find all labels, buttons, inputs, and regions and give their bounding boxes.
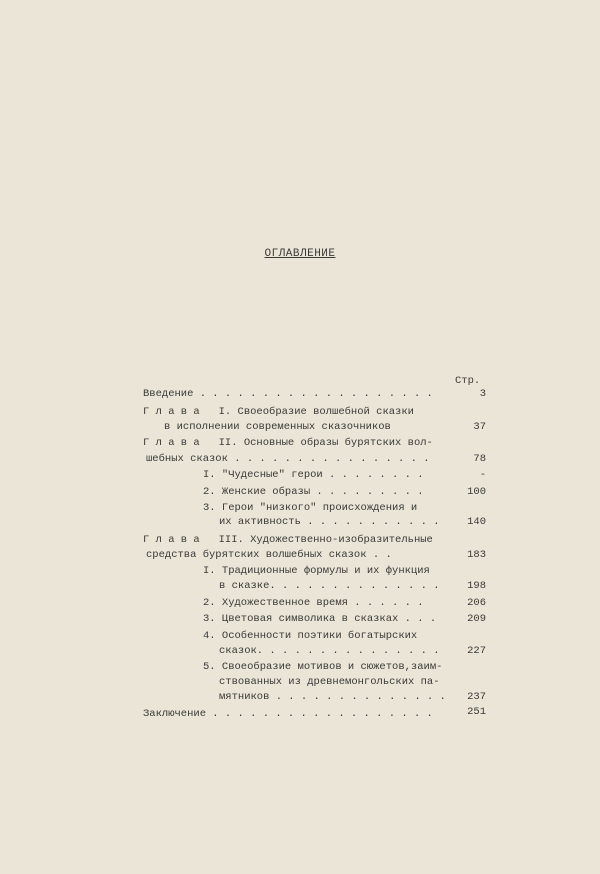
toc-entry-text: Г л а в а II. Основные образы бурятских вол- — [143, 437, 433, 449]
toc-entry-page: 78 — [473, 453, 486, 465]
toc-entry-text: шебных сказок . . . . . . . . . . . . . . . . — [146, 453, 430, 465]
toc-entry-text: ствованных из древнемонгольских па- — [219, 676, 440, 688]
toc-entry-text: 5. Своеобразие мотивов и сюжетов,заим- — [203, 661, 443, 673]
toc-entry-text: сказок. . . . . . . . . . . . . . . — [219, 645, 440, 657]
toc-entry-text: 2. Женские образы . . . . . . . . . — [203, 486, 424, 498]
toc-entry-text: 4. Особенности поэтики богатырских — [203, 630, 418, 642]
toc-entry-page: 3 — [479, 388, 486, 400]
toc-entry-page: - — [479, 469, 486, 481]
toc-entry-page: 100 — [467, 486, 486, 498]
toc-entry-text: 3. Герои "низкого" происхождения и — [203, 502, 418, 514]
toc-entry-text: их активность . . . . . . . . . . . — [219, 516, 440, 528]
toc-entry-text: Г л а в а I. Своеобразие волшебной сказки — [143, 406, 414, 418]
toc-entry-text: Введение . . . . . . . . . . . . . . . . . . . — [143, 388, 433, 400]
toc-entry-page: 37 — [473, 421, 486, 433]
toc-entry-text: средства бурятских волшебных сказок . . — [146, 549, 392, 561]
toc-entry-page: 227 — [467, 645, 486, 657]
toc-entry-text: в исполнении современных сказочников — [164, 421, 391, 433]
page-column-header: Стр. — [455, 375, 481, 387]
toc-entry-text: Заключение . . . . . . . . . . . . . . . . . . — [143, 708, 433, 720]
toc-entry-page: 251 — [467, 706, 486, 718]
toc-entry-page: 209 — [467, 613, 486, 625]
toc-entry-text: 2. Художественное время . . . . . . — [203, 597, 424, 609]
toc-entry-page: 237 — [467, 691, 486, 703]
toc-entry-page: 140 — [467, 516, 486, 528]
toc-entry-page: 206 — [467, 597, 486, 609]
toc-entry-text: в сказке. . . . . . . . . . . . . . — [219, 580, 440, 592]
toc-entry-page: 183 — [467, 549, 486, 561]
toc-entry-text: I. "Чудесные" герои . . . . . . . . — [203, 469, 424, 481]
toc-entry-text: I. Традиционные формулы и их функция — [203, 565, 430, 577]
toc-entry-text: Г л а в а III. Художественно-изобразительные — [143, 534, 433, 546]
page-title: ОГЛАВЛЕНИЕ — [264, 248, 336, 260]
toc-entry-page: 198 — [467, 580, 486, 592]
toc-entry-text: мятников . . . . . . . . . . . . . . — [219, 691, 446, 703]
toc-entry-text: 3. Цветовая символика в сказках . . . — [203, 613, 437, 625]
